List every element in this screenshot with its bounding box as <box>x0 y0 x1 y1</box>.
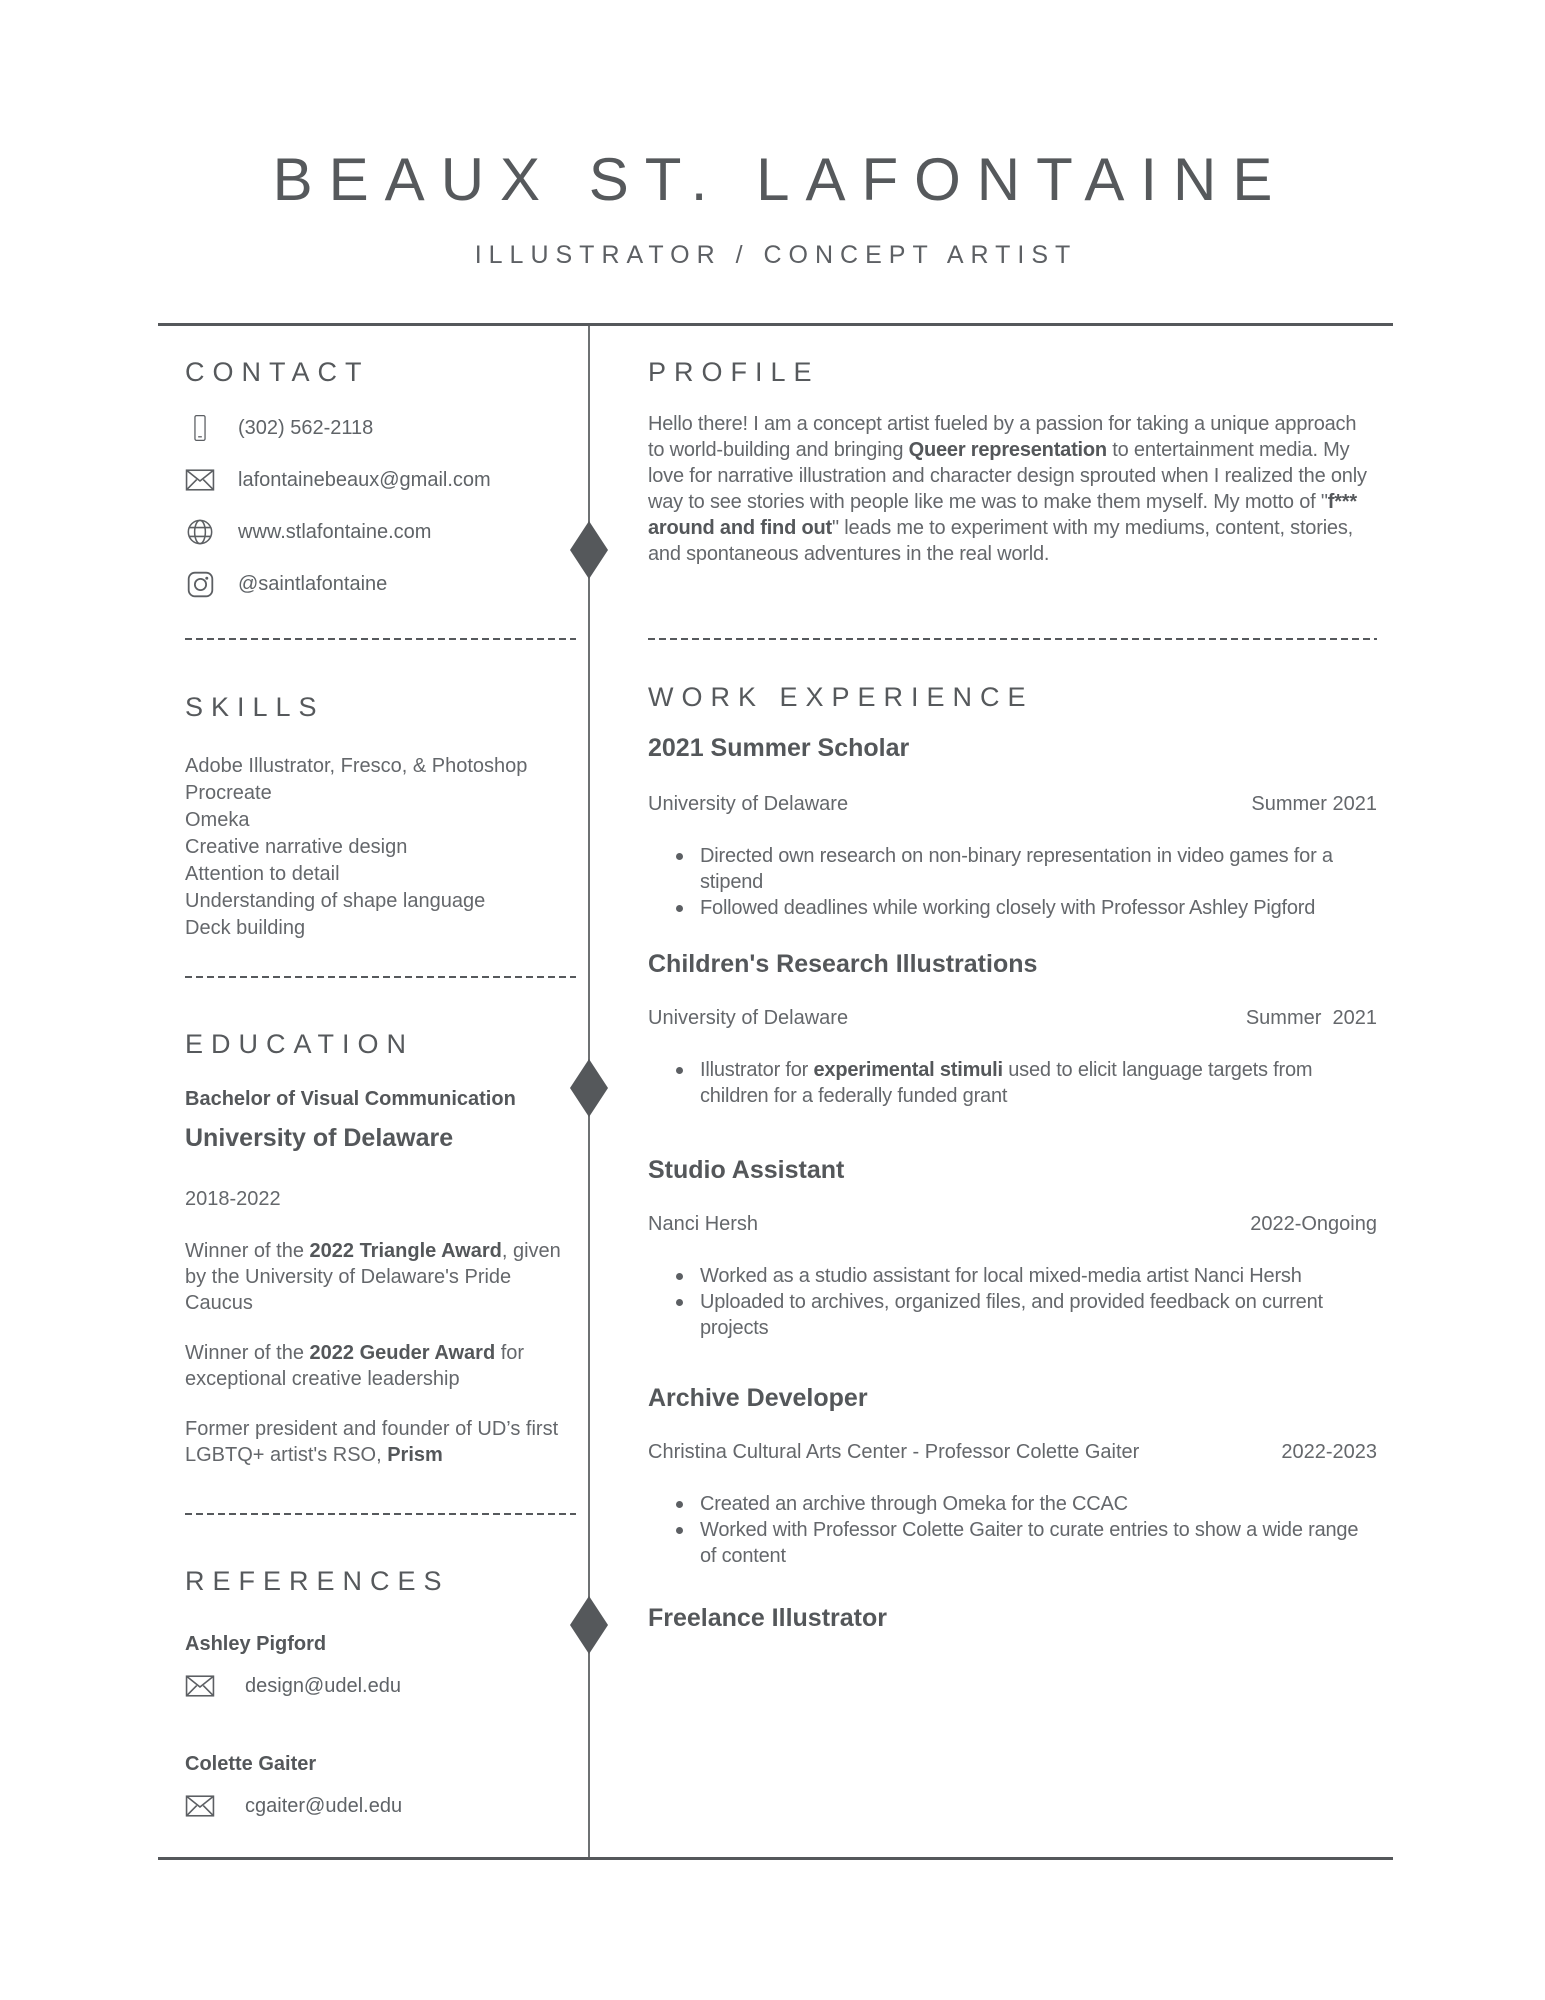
profile-heading: PROFILE <box>648 357 820 387</box>
job-bullet-list <box>648 1263 1377 1341</box>
email-link[interactable]: lafontainebeaux@gmail.com <box>238 468 491 491</box>
job-title: Freelance Illustrator <box>648 1604 887 1632</box>
envelope-icon <box>185 1790 215 1822</box>
text-segment: Illustrator for <box>700 1059 814 1081</box>
skill-item: Understanding of shape language <box>185 890 486 912</box>
education-section <box>185 1028 576 1468</box>
reference-name: Ashley Pigford <box>185 1633 327 1655</box>
bullet-item <box>700 843 1377 895</box>
text-segment: Worked with Professor Colette Gaiter to curate entries to show a wide range of content <box>700 1519 1359 1567</box>
education-years: 2018-2022 <box>185 1188 281 1210</box>
text-segment: Former president and founder of UD’s first LGBTQ+ artist's RSO, <box>185 1418 559 1466</box>
text-segment-bold: 2022 Triangle Award <box>309 1240 502 1262</box>
page-title: BEAUX ST. LAFONTAINE <box>272 146 1289 213</box>
text-segment: to entertainment media. My love for narrative illustration and character design sprouted when I realized the only way to see stories with people like me was to make them myself. My motto of " <box>648 439 1367 513</box>
reference-person <box>185 1751 576 1823</box>
skill-item: Omeka <box>185 809 250 831</box>
job-entry <box>648 733 1377 921</box>
profile-text <box>648 411 1377 567</box>
instagram-handle[interactable]: @saintlafontaine <box>238 572 388 595</box>
dashed-divider <box>185 638 576 640</box>
bullet-item <box>700 1289 1377 1341</box>
contact-row-website <box>185 516 576 548</box>
job-date: 2022-Ongoing <box>1250 1213 1377 1235</box>
job-entry <box>648 1155 1377 1341</box>
text-segment-bold: Queer representation <box>908 439 1107 461</box>
job-bullet-list <box>648 1057 1377 1109</box>
education-award <box>185 1340 576 1392</box>
text-segment: used to elicit language targets from children for a federally funded grant <box>700 1059 1313 1107</box>
smartphone-icon <box>185 412 215 444</box>
reference-email[interactable]: design@udel.edu <box>245 1674 401 1697</box>
text-segment: Worked as a studio assistant for local mixed-media artist Nanci Hersh <box>700 1265 1302 1287</box>
skills-section <box>185 691 576 942</box>
contact-heading: CONTACT <box>185 357 370 387</box>
contact-row-instagram <box>185 568 576 600</box>
education-award <box>185 1238 576 1316</box>
job-date: 2022-2023 <box>1281 1441 1377 1463</box>
reference-email-row <box>185 1789 576 1823</box>
job-meta-row <box>648 1211 1377 1237</box>
job-meta-row <box>648 1439 1377 1465</box>
job-organization: Nanci Hersh <box>648 1213 759 1235</box>
contact-row-email <box>185 464 576 496</box>
work-experience-section <box>648 681 1377 1633</box>
degree-name: Bachelor of Visual Communication <box>185 1088 516 1110</box>
text-segment: Hello there! I am a concept artist fueled by a passion for taking a unique approach to world-building and bringing <box>648 413 1357 461</box>
references-heading: REFERENCES <box>185 1566 450 1596</box>
contact-list <box>185 412 576 600</box>
dashed-divider <box>185 976 576 978</box>
job-title: Archive Developer <box>648 1384 868 1412</box>
job-entry <box>648 1383 1377 1569</box>
website-link[interactable]: www.stlafontaine.com <box>238 520 432 543</box>
globe-icon <box>185 516 215 548</box>
skill-item: Attention to detail <box>185 863 340 885</box>
text-segment-bold: 2022 Geuder Award <box>309 1342 496 1364</box>
skill-item: Creative narrative design <box>185 836 408 858</box>
text-segment: Winner of the <box>185 1342 310 1364</box>
job-meta-row <box>648 1005 1377 1031</box>
work-experience-heading: WORK EXPERIENCE <box>648 682 1034 712</box>
skill-item: Procreate <box>185 782 272 804</box>
job-organization: Christina Cultural Arts Center - Professor Colette Gaiter <box>648 1441 1140 1463</box>
text-segment: Directed own research on non-binary representation in video games for a stipend <box>700 845 1333 893</box>
job-organization: University of Delaware <box>648 1007 849 1029</box>
job-organization: University of Delaware <box>648 793 849 815</box>
bullet-item <box>700 1263 1377 1289</box>
bullet-item <box>700 1057 1377 1109</box>
bullet-item <box>700 1517 1377 1569</box>
text-segment: Followed deadlines while working closely with Professor Ashley Pigford <box>700 897 1316 919</box>
references-section <box>185 1565 576 1823</box>
profile-section <box>648 356 1377 567</box>
job-bullet-list <box>648 1491 1377 1569</box>
contact-section <box>185 356 576 620</box>
job-meta-row <box>648 791 1377 817</box>
dashed-divider <box>648 638 1377 640</box>
text-segment: , given by the University of Delaware's Pride Caucus <box>185 1240 561 1314</box>
text-segment: Winner of the <box>185 1240 310 1262</box>
envelope-icon <box>185 464 215 496</box>
contact-row-phone <box>185 412 576 444</box>
instagram-icon <box>185 568 215 600</box>
text-segment: Created an archive through Omeka for the CCAC <box>700 1493 1128 1515</box>
text-segment-bold: f*** around and find out <box>648 491 1357 539</box>
job-title: 2021 Summer Scholar <box>648 734 910 762</box>
job-entry <box>648 949 1377 1109</box>
job-title: Children's Research Illustrations <box>648 950 1038 978</box>
skill-item: Adobe Illustrator, Fresco, & Photoshop <box>185 755 528 777</box>
bullet-item <box>700 1491 1377 1517</box>
resume-body <box>158 323 1393 1860</box>
job-bullet-list <box>648 843 1377 921</box>
job-entry <box>648 1603 1377 1633</box>
job-date: Summer 2021 <box>1251 793 1377 815</box>
bullet-item <box>700 895 1377 921</box>
education-heading: EDUCATION <box>185 1029 415 1059</box>
skills-heading: SKILLS <box>185 692 325 722</box>
reference-email-row <box>185 1669 576 1703</box>
text-segment: " leads me to experiment with my mediums, content, stories, and spontaneous adventures in the real world. <box>648 517 1354 565</box>
job-date: Summer 2021 <box>1245 1007 1377 1029</box>
skill-item: Deck building <box>185 917 306 939</box>
reference-email[interactable]: cgaiter@udel.edu <box>245 1794 403 1817</box>
phone-number: (302) 562-2118 <box>238 416 374 439</box>
envelope-icon <box>185 1670 215 1702</box>
text-segment-bold: Prism <box>387 1444 443 1466</box>
dashed-divider <box>185 1513 576 1515</box>
text-segment: for exceptional creative leadership <box>185 1342 525 1390</box>
text-segment: Uploaded to archives, organized files, and provided feedback on current projects <box>700 1291 1323 1339</box>
job-title: Studio Assistant <box>648 1156 845 1184</box>
reference-person <box>185 1631 576 1703</box>
school-name: University of Delaware <box>185 1124 454 1152</box>
page-subtitle: ILLUSTRATOR / CONCEPT ARTIST <box>474 241 1078 269</box>
education-award <box>185 1416 576 1468</box>
text-segment-bold: experimental stimuli <box>813 1059 1003 1081</box>
reference-name: Colette Gaiter <box>185 1753 317 1775</box>
skills-list <box>185 753 576 942</box>
